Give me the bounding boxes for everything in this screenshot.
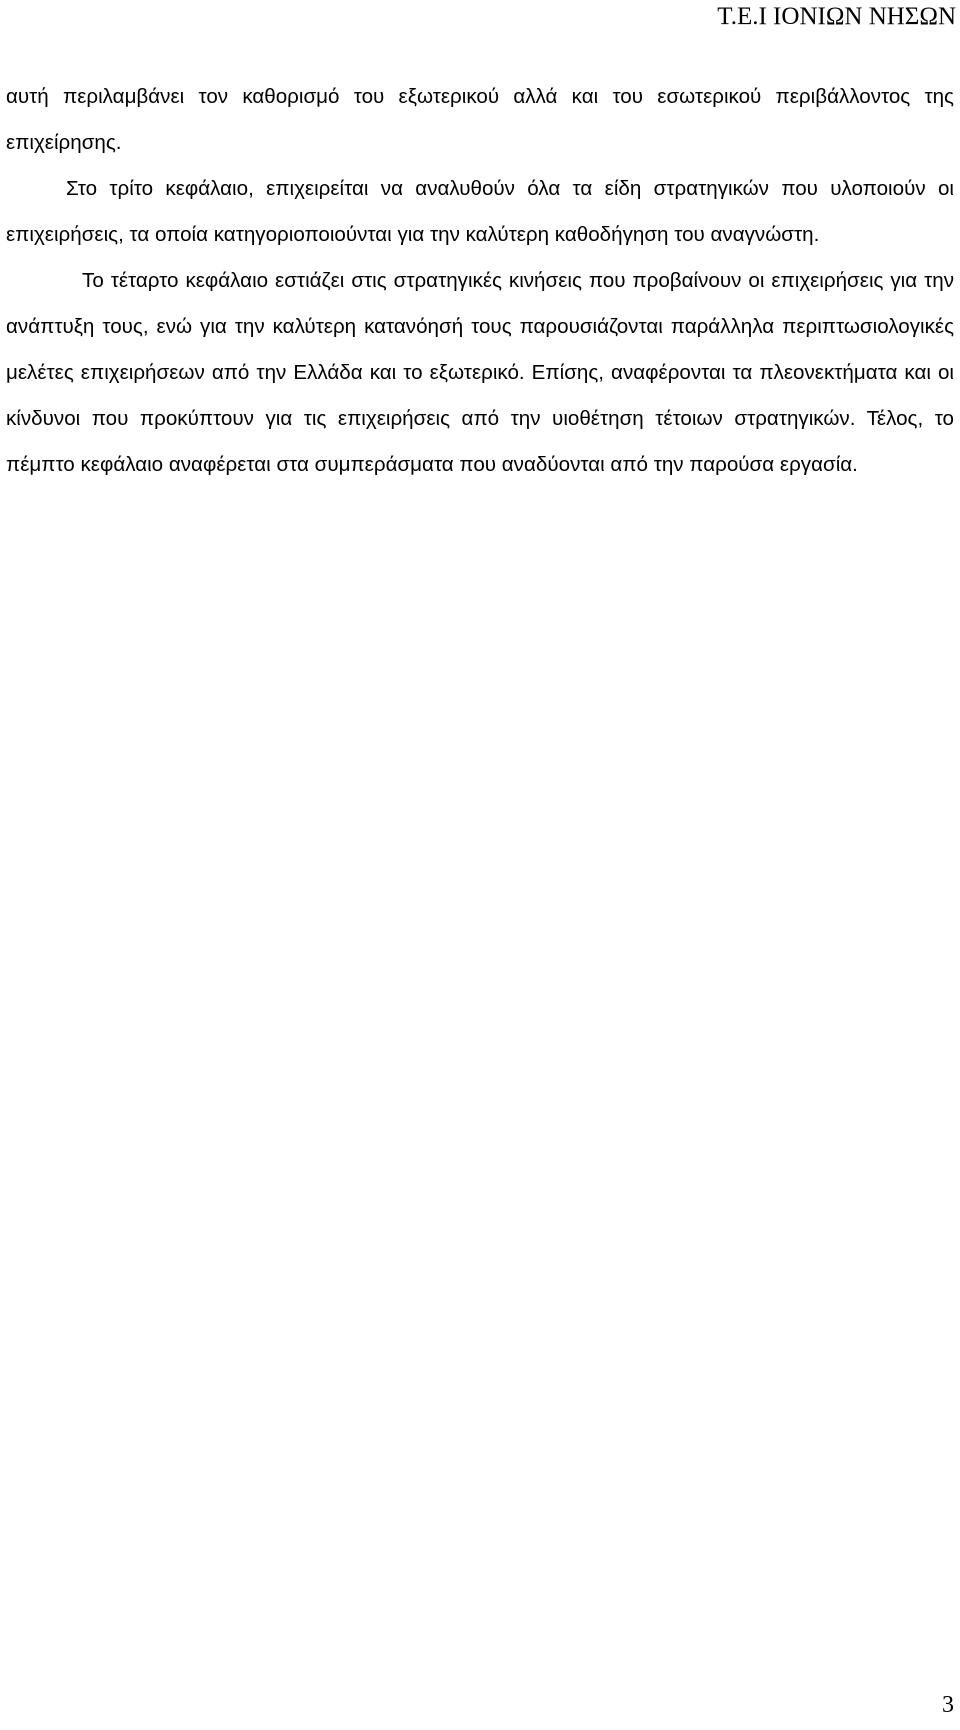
running-header: Τ.Ε.Ι ΙΟΝΙΩΝ ΝΗΣΩΝ bbox=[717, 3, 956, 30]
paragraph-chapter-four: Το τέταρτο κεφάλαιο εστιάζει στις στρατηγικές κινήσεις που προβαίνουν οι επιχειρήσεις για την ανάπτυξη τους, ενώ για την καλύτερη κατανόησή τους παρουσιάζονται παράλληλα περιπτωσιολογικές μελέτες επιχειρήσεων από την Ελλάδα και το εξωτερικό. Επίσης, αναφέρονται τα πλεονεκτήματα και οι κίνδυνοι που προκύπτουν για τις επιχειρήσεις από την υιοθέτηση τέτοιων στρατηγικών. Τέλος, το πέμπτο κεφάλαιο αναφέρεται στα συμπεράσματα που αναδύονται από την παρούσα εργασία. bbox=[6, 269, 954, 476]
document-body bbox=[6, 74, 954, 488]
paragraph-continued: αυτή περιλαμβάνει τον καθορισμό του εξωτερικού αλλά και του εσωτερικού περιβάλλοντος της επιχείρησης. bbox=[6, 85, 954, 154]
page-number: 3 bbox=[942, 1692, 954, 1718]
paragraph-chapter-three: Στο τρίτο κεφάλαιο, επιχειρείται να αναλυθούν όλα τα είδη στρατηγικών που υλοποιούν οι επιχειρήσεις, τα οποία κατηγοριοποιούνται για την καλύτερη καθοδήγηση του αναγνώστη. bbox=[6, 177, 954, 246]
